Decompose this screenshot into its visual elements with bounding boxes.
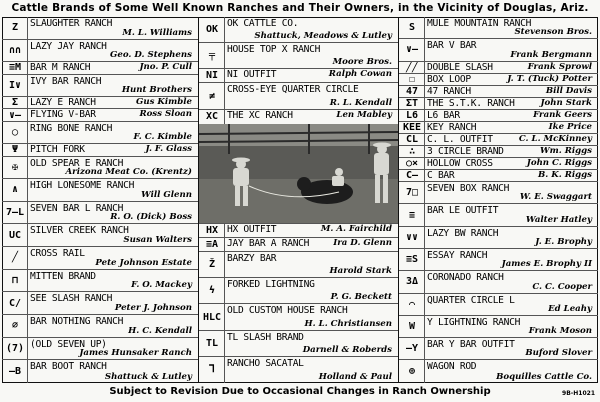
brand-mark-icon: TL xyxy=(205,337,219,349)
brand-row xyxy=(2,144,198,156)
brand-divider xyxy=(424,146,425,157)
brand-divider xyxy=(224,252,225,277)
brand-row xyxy=(2,292,198,315)
brand-mark-icon: Ž xyxy=(208,259,216,271)
ranch-name: LAZY JAY RANCH xyxy=(30,40,107,52)
brand-divider xyxy=(224,357,225,383)
brand-mark-icon: L6 xyxy=(405,109,419,121)
brand-row xyxy=(2,17,198,40)
brand-divider xyxy=(224,69,225,82)
ranch-name: THE XC RANCH xyxy=(227,109,293,121)
ranch-name: ESSAY RANCH xyxy=(427,249,488,261)
brand-row xyxy=(399,110,598,122)
owner-name: Geo. D. Stephens xyxy=(110,50,192,61)
brand-divider xyxy=(224,304,225,329)
ranch-name: SILVER CREEK RANCH xyxy=(30,225,129,237)
brand-mark-icon: UC xyxy=(8,229,22,241)
brand-row xyxy=(199,110,398,124)
brand-divider xyxy=(424,360,425,382)
brand-mark-icon: 7—L xyxy=(5,207,25,219)
brand-row xyxy=(2,97,198,109)
ranch-name: JAY BAR A RANCH xyxy=(227,237,310,249)
ranch-name: HX OUTFIT xyxy=(227,223,277,235)
brand-divider xyxy=(424,227,425,248)
brand-row xyxy=(199,17,398,43)
brand-divider xyxy=(27,360,28,383)
ranch-name: PITCH FORK xyxy=(30,144,85,156)
owner-name: Wm. Riggs xyxy=(540,145,592,156)
brand-divider xyxy=(27,270,28,292)
brand-mark-icon: ∩∩ xyxy=(8,44,22,56)
brand-divider xyxy=(224,238,225,251)
ranch-name: NI OUTFIT xyxy=(227,69,277,81)
ranch-name: OLD SPEAR E RANCH xyxy=(30,157,124,169)
brand-divider xyxy=(424,158,425,169)
brand-divider xyxy=(424,98,425,109)
owner-name: J. E. Brophy xyxy=(535,236,592,247)
owner-name: C. C. Cooper xyxy=(532,281,592,292)
brand-row xyxy=(399,17,598,39)
brand-divider xyxy=(224,110,225,124)
ranch-name: HIGH LONESOME RANCH xyxy=(30,180,135,192)
brand-divider xyxy=(424,249,425,270)
brand-mark-icon: KEE xyxy=(402,121,422,133)
brand-mark-icon: HX xyxy=(205,224,219,236)
owner-name: Frank Bergmann xyxy=(510,49,592,60)
ranch-name: BAR Y BAR OUTFIT xyxy=(427,339,515,351)
brand-mark-icon: ∴ xyxy=(408,145,416,157)
ranch-name: IVY BAR RANCH xyxy=(30,75,102,87)
column-3 xyxy=(399,17,598,383)
brand-divider xyxy=(224,278,225,303)
brand-divider xyxy=(27,144,28,155)
ranch-name: THE S.T.K. RANCH xyxy=(427,97,515,109)
brand-row xyxy=(399,204,598,226)
ranch-name: BAR M RANCH xyxy=(30,62,91,74)
ranch-name: SEE SLASH RANCH xyxy=(30,293,113,305)
ranch-name: BOX LOOP xyxy=(427,73,471,85)
owner-name: H. L. Christiansen xyxy=(304,318,392,329)
owner-name: Pete Johnson Estate xyxy=(95,257,192,268)
brand-divider xyxy=(424,74,425,85)
ranch-name: LAZY E RANCH xyxy=(30,97,96,109)
brand-row xyxy=(2,179,198,202)
brand-divider xyxy=(27,97,28,108)
ranch-name: QUARTER CIRCLE L xyxy=(427,294,515,306)
ranch-name: SLAUGHTER RANCH xyxy=(30,18,113,29)
brand-row xyxy=(2,40,198,63)
brand-mark-icon: HLC xyxy=(202,311,222,323)
ranch-name: 47 RANCH xyxy=(427,85,471,97)
owner-name: C. L. McKinney xyxy=(518,133,592,144)
brand-divider xyxy=(424,17,425,38)
brand-mark-icon: I∨ xyxy=(8,79,22,91)
ranch-name: SEVEN BOX RANCH xyxy=(427,183,510,195)
brand-divider xyxy=(424,122,425,133)
ranch-name: OLD CUSTOM HOUSE RANCH xyxy=(227,305,348,317)
ranch-name: Y LIGHTNING RANCH xyxy=(427,316,521,328)
owner-name: Susan Walters xyxy=(123,235,192,246)
brand-divider xyxy=(27,75,28,97)
card-code: 9B-H1021 xyxy=(562,390,595,397)
owner-name: Holland & Paul xyxy=(318,371,392,382)
brand-mark-icon: W xyxy=(408,320,416,332)
brand-row xyxy=(199,43,398,69)
brand-mark-icon: Σ xyxy=(11,97,19,109)
brand-divider xyxy=(424,62,425,73)
owner-name: J. T. (Tuck) Potter xyxy=(507,73,592,84)
brand-row xyxy=(399,134,598,146)
owner-name: Will Glenn xyxy=(141,189,192,200)
owner-name: R. O. (Dick) Boss xyxy=(110,212,192,223)
ranch-name: FORKED LIGHTNING xyxy=(227,279,315,291)
ranch-name: BAR V BAR xyxy=(427,40,477,52)
owner-name: Frank Sprowl xyxy=(527,61,592,72)
brand-row xyxy=(399,86,598,98)
ranch-name: WAGON ROD xyxy=(427,361,477,373)
brand-row xyxy=(399,227,598,249)
brand-divider xyxy=(27,202,28,224)
brand-row xyxy=(199,224,398,238)
ranch-name: HOUSE TOP X RANCH xyxy=(227,44,321,56)
brand-row xyxy=(2,157,198,180)
ranch-name: MULE MOUNTAIN RANCH xyxy=(427,18,532,29)
brand-mark-icon: (7) xyxy=(5,342,25,354)
owner-name: Harold Stark xyxy=(329,266,392,277)
brand-row xyxy=(2,270,198,293)
brand-mark-icon: —Y xyxy=(405,343,419,355)
brand-row xyxy=(199,69,398,83)
brand-divider xyxy=(224,17,225,42)
brand-divider xyxy=(27,224,28,246)
owner-name: John C. Riggs xyxy=(526,157,592,168)
brand-divider xyxy=(224,43,225,68)
brand-mark-icon: 47 xyxy=(405,85,419,97)
brand-mark-icon: C— xyxy=(405,170,419,182)
ranch-name: 3 CIRCLE BRAND xyxy=(427,145,504,157)
brand-mark-icon: NI xyxy=(205,70,219,82)
ranch-name: BAR LE OUTFIT xyxy=(427,205,499,217)
ranch-name: SEVEN BAR L RANCH xyxy=(30,202,124,214)
brand-row xyxy=(199,331,398,357)
brand-divider xyxy=(27,157,28,179)
owner-name: Len Mabley xyxy=(336,109,392,120)
brand-row xyxy=(399,122,598,134)
brand-divider xyxy=(27,109,28,120)
owner-name: Moore Bros. xyxy=(332,57,392,68)
brand-row xyxy=(399,338,598,360)
owner-name: Peter J. Johnson xyxy=(114,302,192,313)
branding-photo xyxy=(199,124,398,224)
owner-name: James Hunsaker Ranch xyxy=(79,348,192,359)
brand-mark-icon: ≠ xyxy=(208,90,216,102)
brand-mark-icon: ∧ xyxy=(11,184,19,196)
brand-row xyxy=(2,315,198,338)
brand-divider xyxy=(424,39,425,60)
brand-mark-icon: 3Δ xyxy=(405,276,419,288)
brand-divider xyxy=(27,292,28,314)
owner-name: Boquilles Cattle Co. xyxy=(496,371,592,382)
ranch-name: CORONADO RANCH xyxy=(427,272,504,284)
brand-mark-icon: ∨– xyxy=(8,109,22,121)
owner-name: Frank Geers xyxy=(533,109,592,120)
brand-mark-icon: XC xyxy=(205,111,219,123)
brand-mark-icon: ○× xyxy=(405,157,419,169)
owner-name: R. L. Kendall xyxy=(329,97,392,108)
brand-mark-icon: ∨∨ xyxy=(405,231,419,243)
owner-name: Frank Moson xyxy=(528,326,592,337)
ranch-name: L6 BAR xyxy=(427,109,460,121)
brand-row xyxy=(399,249,598,271)
brand-row xyxy=(2,75,198,98)
owner-name: Gus Kimble xyxy=(136,97,192,108)
brand-divider xyxy=(424,271,425,292)
owner-name: Ike Price xyxy=(548,121,592,132)
brand-row xyxy=(399,294,598,316)
brand-row xyxy=(199,304,398,330)
brand-row xyxy=(2,122,198,145)
brand-divider xyxy=(224,224,225,237)
ranch-name: MITTEN BRAND xyxy=(30,270,96,282)
brand-row xyxy=(399,62,598,74)
owner-name: Walter Hatley xyxy=(525,214,592,225)
brand-row xyxy=(199,278,398,304)
brand-divider xyxy=(424,170,425,181)
brand-mark-icon: ≡ xyxy=(408,209,416,221)
brand-mark-icon: ╤ xyxy=(208,50,216,62)
brand-mark-icon: ⌒ xyxy=(408,298,416,310)
brand-mark-icon: ⊓ xyxy=(11,275,19,287)
owner-name: Ross Sloan xyxy=(139,109,192,120)
brand-divider xyxy=(27,122,28,144)
brand-row xyxy=(199,252,398,278)
ranch-name: LAZY BW RANCH xyxy=(427,227,499,239)
brand-mark-icon: ϟ xyxy=(208,285,216,297)
brand-row xyxy=(399,74,598,86)
brand-divider xyxy=(27,17,28,39)
ranch-name: DOUBLE SLASH xyxy=(427,61,493,73)
brand-divider xyxy=(27,315,28,337)
brand-mark-icon: Z xyxy=(11,22,19,34)
column-1 xyxy=(2,17,199,383)
owner-name: Shattuck, Meadows & Lutley xyxy=(254,31,392,42)
ranch-name: BAR NOTHING RANCH xyxy=(30,315,124,327)
ranch-name: CROSS-EYE QUARTER CIRCLE xyxy=(227,84,359,96)
brand-row xyxy=(399,39,598,61)
brand-row xyxy=(399,182,598,204)
brand-row xyxy=(399,271,598,293)
brand-divider xyxy=(424,134,425,145)
brand-row xyxy=(199,238,398,252)
owner-name: Stevenson Bros. xyxy=(514,27,592,38)
ranch-name: RANCHO SACATAL xyxy=(227,357,304,369)
brand-divider xyxy=(424,110,425,121)
ranch-name: C. L. OUTFIT xyxy=(427,133,493,145)
ranch-name: BARZY BAR xyxy=(227,253,277,265)
brand-divider xyxy=(424,294,425,315)
brand-mark-icon: S xyxy=(408,22,416,34)
ranch-name: C BAR xyxy=(427,170,455,182)
footer-note: Subject to Revision Due to Occasional Changes in Ranch Ownership xyxy=(109,386,491,397)
brand-mark-icon: ⅂ xyxy=(209,364,215,376)
brand-mark-icon: —B xyxy=(8,366,22,378)
ranch-name: HOLLOW CROSS xyxy=(427,157,493,169)
brand-divider xyxy=(224,331,225,356)
ranch-name: RING BONE RANCH xyxy=(30,122,113,134)
brand-mark-icon: ╱ xyxy=(11,252,19,264)
brand-row xyxy=(2,338,198,361)
owner-name: Ralph Cowan xyxy=(328,69,392,80)
owner-name: Jno. P. Cull xyxy=(139,62,192,73)
column-2 xyxy=(199,17,399,383)
brand-mark-icon: ≡M xyxy=(8,62,22,74)
brand-row xyxy=(399,146,598,158)
brand-mark-icon: ΣΤ xyxy=(405,97,419,109)
ranch-name: (OLD SEVEN UP) xyxy=(30,338,107,350)
brand-row xyxy=(2,202,198,225)
brand-row xyxy=(399,170,598,182)
brand-row xyxy=(199,357,398,383)
owner-name: J. F. Glass xyxy=(145,144,192,155)
ranch-name: CROSS RAIL xyxy=(30,248,85,260)
brand-divider xyxy=(424,338,425,359)
brand-mark-icon: ≡S xyxy=(405,254,419,266)
brand-row xyxy=(199,83,398,109)
brand-row xyxy=(2,224,198,247)
owner-name: John Stark xyxy=(540,97,592,108)
brand-mark-icon: OK xyxy=(205,24,219,36)
owner-name: Ed Leahy xyxy=(548,303,592,314)
owner-name: M. L. Williams xyxy=(122,27,192,38)
owner-name: Darnell & Roberds xyxy=(302,344,392,355)
brand-mark-icon: ⊕ xyxy=(408,366,416,378)
owner-name: B. K. Riggs xyxy=(538,170,592,181)
brand-row xyxy=(2,360,198,383)
brand-divider xyxy=(27,62,28,73)
owner-name: Bill Davis xyxy=(545,85,592,96)
brand-mark-icon: ≡A xyxy=(205,239,219,250)
brand-mark-icon: ╱╱ xyxy=(405,61,419,73)
brand-divider xyxy=(27,338,28,360)
brand-divider xyxy=(27,179,28,201)
brand-mark-icon: ∨— xyxy=(405,44,419,56)
brand-mark-icon: ☐ xyxy=(408,73,416,85)
brand-row xyxy=(2,62,198,74)
brand-mark-icon: C/ xyxy=(8,297,22,309)
owner-name: M. A. Fairchild xyxy=(320,223,392,234)
brand-mark-icon: ◯ xyxy=(11,126,19,138)
ranch-name: KEY RANCH xyxy=(427,121,477,133)
branding-scene-image xyxy=(199,124,398,224)
owner-name: Arizona Meat Co. (Krentz) xyxy=(65,167,192,178)
brand-row xyxy=(399,316,598,338)
brand-divider xyxy=(424,316,425,337)
brand-divider xyxy=(424,204,425,225)
brand-mark-icon: CL xyxy=(405,133,419,145)
brand-row xyxy=(399,360,598,382)
owner-name: W. E. Swaggart xyxy=(519,192,592,203)
brand-divider xyxy=(27,40,28,62)
owner-name: F. O. Mackey xyxy=(131,280,192,291)
brand-mark-icon: ∅ xyxy=(11,320,19,332)
owner-name: H. C. Kendall xyxy=(128,325,192,336)
brand-row xyxy=(399,158,598,170)
owner-name: Shattuck & Lutley xyxy=(104,371,192,382)
card-title: Cattle Brands of Some Well Known Ranches and Their Owners, in the Vicinity of Douglas, Ariz. xyxy=(11,2,589,14)
ranch-name: TL SLASH BRAND xyxy=(227,331,304,343)
brand-divider xyxy=(27,247,28,269)
brand-mark-icon: ✠ xyxy=(11,161,19,173)
owner-name: F. C. Kimble xyxy=(133,132,192,143)
ranch-name: FLYING V-BAR xyxy=(30,109,96,121)
ranch-name: BAR BOOT RANCH xyxy=(30,361,107,373)
brand-mark-icon: Ψ xyxy=(11,144,19,156)
brand-row xyxy=(2,109,198,121)
brand-row xyxy=(2,247,198,270)
brand-divider xyxy=(224,83,225,108)
owner-name: Hunt Brothers xyxy=(121,85,192,96)
owner-name: Ira D. Glenn xyxy=(333,237,392,248)
brand-mark-icon: 7□ xyxy=(405,187,419,199)
brand-row xyxy=(399,98,598,110)
brand-divider xyxy=(424,182,425,203)
owner-name: P. G. Beckett xyxy=(330,292,392,303)
owner-name: Buford Slover xyxy=(525,348,592,359)
brand-divider xyxy=(424,86,425,97)
ranch-name: OK CATTLE CO. xyxy=(227,18,299,29)
owner-name: James E. Brophy II xyxy=(501,259,592,270)
